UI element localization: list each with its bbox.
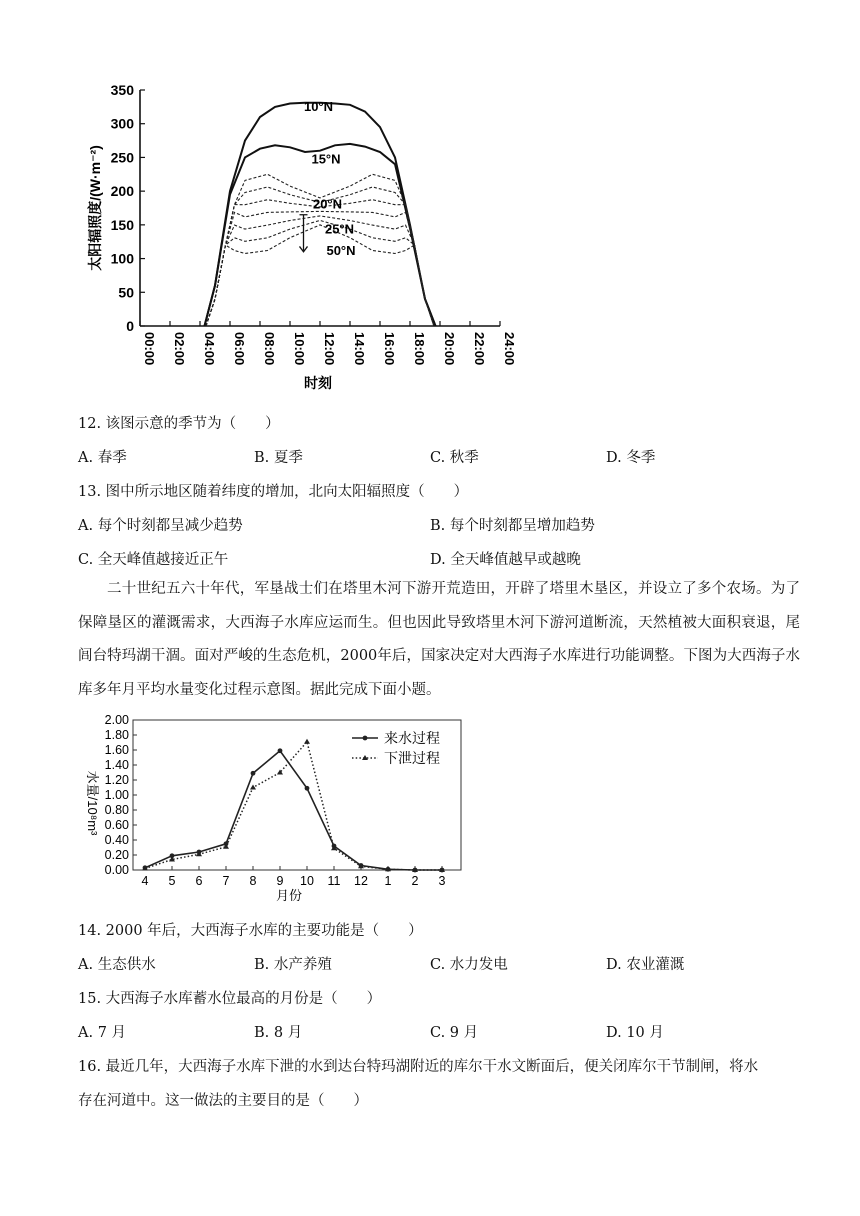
y-tick-label: 200 <box>110 183 134 200</box>
x-tick-label: 1 <box>384 874 392 888</box>
series-line-15n <box>205 144 436 326</box>
q13-option-c[interactable]: C. 全天峰值越接近正午 <box>78 552 229 568</box>
q12-option-d[interactable]: D. 冬季 <box>606 450 656 466</box>
question-15-stem: 15. 大西海子水库蓄水位最高的月份是（ ） <box>78 991 382 1007</box>
q15-option-d[interactable]: D. 10 月 <box>606 1025 664 1041</box>
y-tick-label: 250 <box>110 149 134 166</box>
y-tick-label: 0.20 <box>104 848 129 862</box>
x-tick-label: 02:00 <box>172 332 187 366</box>
outflow-point <box>304 739 310 744</box>
x-tick-label: 12 <box>354 874 368 888</box>
x-tick-label: 10 <box>300 874 314 888</box>
latitude-label: 50°N <box>326 243 356 259</box>
latitude-label: 15°N <box>311 151 341 167</box>
legend-inflow-label: 来水过程 <box>384 730 440 746</box>
y-axis-label: 太阳辐照度/(W·m⁻²) <box>87 145 103 271</box>
dashed-latitude-curve <box>206 220 434 326</box>
q12-option-b[interactable]: B. 夏季 <box>254 450 303 466</box>
latitude-label: 10°N <box>303 98 334 114</box>
y-tick-label: 350 <box>110 82 134 98</box>
y-tick-label: 100 <box>110 250 134 267</box>
y-tick-label: 0.60 <box>104 818 129 832</box>
y-tick-label: 1.00 <box>104 788 129 802</box>
q15-option-b[interactable]: B. 8 月 <box>254 1025 303 1041</box>
y-tick-label: 2.00 <box>104 713 129 727</box>
x-tick-label: 22:00 <box>472 332 487 366</box>
series-line-inflow <box>145 751 442 870</box>
outflow-point <box>277 770 283 775</box>
legend-outflow-label: 下泄过程 <box>384 750 440 766</box>
y-tick-label: 150 <box>110 216 134 233</box>
y-tick-label: 0 <box>126 318 134 334</box>
y-tick-label: 1.40 <box>104 758 129 772</box>
latitude-label: 20°N <box>312 196 343 212</box>
q13-option-a[interactable]: A. 每个时刻都呈减少趋势 <box>78 518 243 534</box>
reading-passage <box>78 573 800 707</box>
reservoir-chart <box>78 710 478 910</box>
x-tick-label: 10:00 <box>292 332 307 366</box>
x-tick-label: 18:00 <box>412 332 427 366</box>
x-tick-label: 16:00 <box>382 332 397 366</box>
question-13-stem: 13. 图中所示地区随着纬度的增加，北向太阳辐照度（ ） <box>78 484 469 500</box>
x-tick-label: 9 <box>276 874 284 888</box>
latitude-label: 25°N <box>324 221 355 237</box>
q14-option-d[interactable]: D. 农业灌溉 <box>606 957 685 973</box>
y-tick-label: 0.40 <box>104 833 129 847</box>
passage-text: 二十世纪五六十年代，军垦战士们在塔里木河下游开荒造田，开辟了塔里木垦区，并设立了多个农场。为了保障垦区的灌溉需求，大西海子水库应运而生。但也因此导致塔里木河下游河道断流，天然植被大面积衰退，尾闾台特玛湖干涸。面对严峻的生态危机，2000年后，国家决定对大西海子水库进行功能调整。下图为大西海子水库多年月平均水量变化过程示意图。据此完成下面小题。 <box>78 581 800 698</box>
irradiance-chart <box>80 80 517 391</box>
inflow-point <box>251 771 256 776</box>
x-tick-label: 08:00 <box>262 332 277 366</box>
q13-option-d[interactable]: D. 全天峰值越早或越晚 <box>430 552 581 568</box>
x-tick-label: 20:00 <box>442 332 457 366</box>
q13-option-b[interactable]: B. 每个时刻都呈增加趋势 <box>430 518 595 534</box>
question-12-stem: 12. 该图示意的季节为（ ） <box>78 416 280 432</box>
dashed-latitude-curve <box>206 200 434 326</box>
x-tick-label: 24:00 <box>502 332 517 366</box>
y-tick-label: 1.80 <box>104 728 129 742</box>
y-tick-label: 1.20 <box>104 773 129 787</box>
legend-inflow-marker <box>363 736 368 741</box>
y-axis-label: 水量/10⁸m³ <box>85 770 100 836</box>
x-axis-label: 月份 <box>275 888 303 903</box>
q12-option-a[interactable]: A. 春季 <box>78 450 127 466</box>
x-tick-label: 04:00 <box>202 332 217 366</box>
dashed-latitude-curve <box>206 216 434 326</box>
question-16-stem-line1: 16. 最近几年，大西海子水库下泄的水到达台特玛湖附近的库尔干水文断面后，便关闭库尔干节制闸，将水 <box>78 1059 759 1075</box>
x-tick-label: 5 <box>168 874 176 888</box>
x-tick-label: 06:00 <box>232 332 247 366</box>
x-tick-label: 14:00 <box>352 332 367 366</box>
y-tick-label: 300 <box>110 115 134 132</box>
x-tick-label: 3 <box>438 874 446 888</box>
x-tick-label: 7 <box>222 874 230 888</box>
outflow-point <box>250 785 256 790</box>
q14-option-b[interactable]: B. 水产养殖 <box>254 957 332 973</box>
latitude-arrow <box>300 215 308 252</box>
x-tick-label: 12:00 <box>322 332 337 366</box>
q14-option-a[interactable]: A. 生态供水 <box>78 957 156 973</box>
inflow-point <box>278 748 283 753</box>
question-14-stem: 14. 2000 年后，大西海子水库的主要功能是（ ） <box>78 923 423 939</box>
x-tick-label: 2 <box>411 874 419 888</box>
q12-option-c[interactable]: C. 秋季 <box>430 450 479 466</box>
x-tick-label: 4 <box>141 874 149 888</box>
question-16-stem-line2: 存在河道中。这一做法的主要目的是（ ） <box>78 1093 368 1109</box>
y-tick-label: 50 <box>118 284 134 301</box>
dashed-latitude-curve <box>206 211 434 326</box>
x-tick-label: 8 <box>249 874 257 888</box>
x-tick-label: 6 <box>195 874 203 888</box>
y-tick-label: 1.60 <box>104 743 129 757</box>
x-tick-label: 11 <box>327 874 341 888</box>
x-tick-label: 00:00 <box>142 332 157 366</box>
x-axis-label: 时刻 <box>304 375 332 391</box>
q14-option-c[interactable]: C. 水力发电 <box>430 957 508 973</box>
y-tick-label: 0.00 <box>104 863 129 877</box>
inflow-point <box>305 786 310 791</box>
q15-option-a[interactable]: A. 7 月 <box>78 1025 127 1041</box>
y-tick-label: 0.80 <box>104 803 129 817</box>
q15-option-c[interactable]: C. 9 月 <box>430 1025 479 1041</box>
